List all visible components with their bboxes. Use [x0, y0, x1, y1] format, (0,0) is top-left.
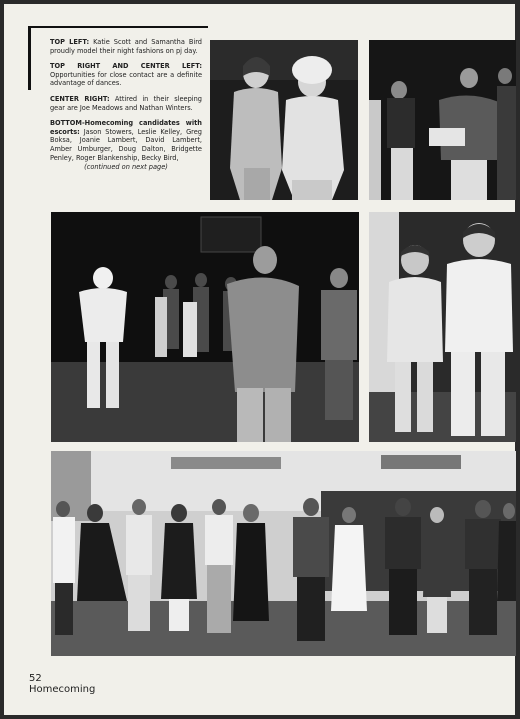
caption-rule-top — [28, 26, 208, 28]
page-number: 52 — [29, 673, 42, 684]
continued-note: (continued on next page) — [84, 163, 168, 172]
caption-top-right: TOP RIGHT AND CENTER LEFT: Opportunities for close contact are a definite advantage of dances. — [50, 62, 202, 88]
photo-center-left — [51, 212, 359, 442]
yearbook-page — [4, 4, 515, 715]
caption-bottom: BOTTOM-Homecoming candidates with escorts: Jason Stowers, Leslie Kelley, Greg Boksa, Joanie Lambert, David Lambert, Amber Umburger, Doug Dalton, Bridgette Penley, Roger Blankenship, Becky Bird, (continued on next page) — [50, 119, 202, 172]
photo-bottom — [51, 451, 516, 656]
section-title: Homecoming — [29, 684, 96, 695]
caption-top-left: TOP LEFT: Katie Scott and Samantha Bird proudly model their night fashions on pj day. — [50, 38, 202, 55]
caption-rule-left — [28, 26, 31, 90]
photo-top-left — [210, 40, 358, 200]
caption-center-right: CENTER RIGHT: Attired in their sleeping gear are Joe Meadows and Nathan Winters. — [50, 94, 202, 112]
photo-top-right — [369, 40, 516, 200]
caption-block — [50, 38, 202, 172]
photo-center-right — [369, 212, 516, 442]
